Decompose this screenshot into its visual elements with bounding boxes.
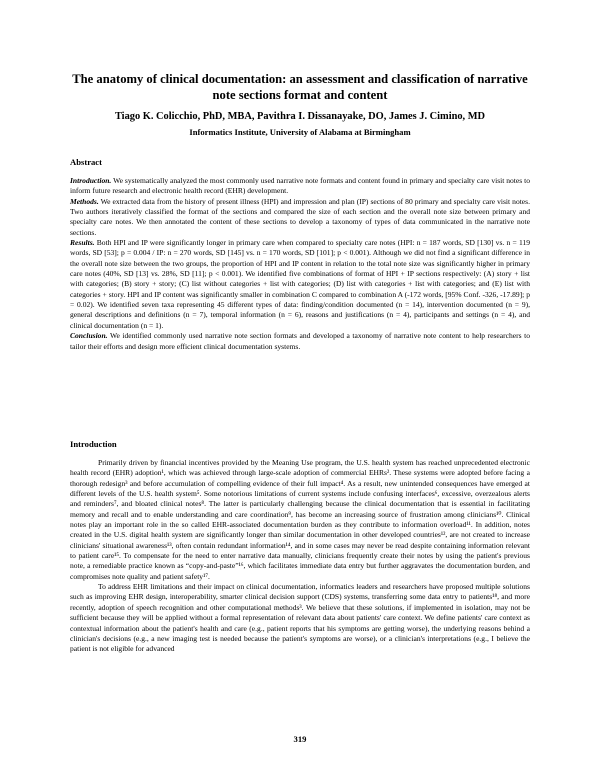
intro-paragraph-1: Primarily driven by financial incentives provided by the Meaning Use program, the U.S. health system has reached unprecedented electronic health record (EHR) adoption¹, which was achieved through large-scale adoption of commercial EHRs². These systems were adopted before facing a thorough redesign³ and before accumulation of compelling evidence of their full impact⁴. As a result, new unintended consequences have emerged at different levels of the U.S. health system⁵. Some notorious limitations of current systems include confusing interfaces⁶, excessive, overzealous alerts and reminders⁷, and bloated clinical notes⁸. The latter is particularly challenging because the clinical documentation that is essential in facilitating memory and recall and to enable understanding and care coordination⁹, has become an increasing source of frustration among clinicians¹⁰. Clinical notes play an important role in the so called EHR-associated documentation burden as they contribute to information overload¹¹. In addition, notes created in the U.S. digital health system are significantly longer than similar documentation in other developed countries¹², are not created to increase clinicians' situational awareness¹³, often contain redundant information¹⁴, and in some cases may never be read despite containing information relevant to patient care¹⁵. To compensate for the need to enter narrative data manually, clinicians frequently create their notes by using the patient's previous note, a remediable practice known as “copy-and-paste”¹⁶, which facilitates immediate data entry but further aggravates the documentation burden, and compromises note quality and patient safety¹⁷. (70, 458, 530, 581)
introduction-text: We systematically analyzed the most commonly used narrative note formats and content found in primary and specialty care visit notes to inform future research and electronic health record (EHR) development. (70, 176, 530, 196)
methods-text: We extracted data from the history of present illness (HPI) and impression and plan (IP) sections of 80 primary and specialty care visit notes. Two authors iteratively classified the format of the sections and compared the size of each section and the overall note size between primary and specialty care notes. We then annotated the content of these sections to develop a taxonomy of types of data communicated in the narrative note sections. (70, 196, 530, 237)
abstract-introduction (70, 176, 530, 197)
affiliation: Informatics Institute, University of Alabama at Birmingham (189, 127, 411, 137)
introduction-label: Introduction. (70, 176, 112, 185)
page-number: 319 (293, 734, 307, 744)
methods-label: Methods. (70, 196, 99, 206)
paper-title: The anatomy of clinical documentation: an assessment and classification of narrative note sections format and content (72, 72, 528, 102)
abstract-results (70, 238, 530, 331)
abstract-methods (70, 197, 530, 238)
introduction-body (70, 458, 530, 655)
abstract-conclusion (70, 331, 530, 352)
intro-paragraph-2: To address EHR limitations and their impact on clinical documentation, informatics leaders and researchers have proposed multiple solutions such as improving EHR design, interoperability, smarter clinical decision support (CDS) systems, transferring some data entry to patients¹⁸, and more recently, adoption of speech recognition and other computational methods³. We believe that these solutions, if implemented in isolation, may not be sufficient because they will be applied without a formal representation of relevant data about patients' care context. We define patients' care context as contextual information about the patient's health and care (e.g., patient reports that his symptoms are getting worse), the underlying reasons behind a clinician's decisions (e.g., a new imaging test is needed because the patient's symptoms are worse), or a clinician's interpretations (e.g., I believe the patient is not eligible for advanced (70, 582, 530, 654)
author-list: Tiago K. Colicchio, PhD, MBA, Pavithra I. Dissanayake, DO, James J. Cimino, MD (114, 111, 486, 122)
abstract-body (70, 176, 530, 352)
results-text: Both HPI and IP were significantly longer in primary care when compared to specialty care notes (HPI: n = 187 words, SD [130] vs. n = 119 words, SD [53]; p = 0.004 / IP: n = 270 words, SD [145] vs. n = 170 words, SD [101]; p < 0.001). Although we did not find a significant difference in the overall note size between the two groups, the proportion of HPI and IP content in relation to the total note size was significantly higher in primary care notes (40%, SD [13] vs. 28%, SD [11]; p < 0.001). We identified five combinations of format of HPI + IP sections respectively: (A) story + list with categories; (B) story + story; (C) list without categories + list with categories; (D) list with categories + list with categories; and (E) list with categories + story. HPI and IP content was significantly smaller in combination C compared to combination A (-172 words, [95% Conf. -326, -17.89]; p = 0.02). We identified seven taxa representing 45 different types of data: finding/condition documented (n = 14), intervention documented (n = 9), general descriptions and definitions (n = 7), temporal information (n = 6), reasons and justifications (n = 4), participants and settings (n = 4), and clinical documentation (n = 1). (70, 238, 530, 330)
conclusion-text: We identified commonly used narrative note section formats and developed a taxonomy of narrative note content to help researchers to tailor their efforts and design more efficient clinical documentation systems. (70, 331, 530, 351)
results-label: Results. (70, 238, 95, 248)
introduction-heading: Introduction (70, 439, 117, 449)
conclusion-label: Conclusion. (70, 331, 108, 341)
abstract-heading: Abstract (70, 157, 102, 167)
